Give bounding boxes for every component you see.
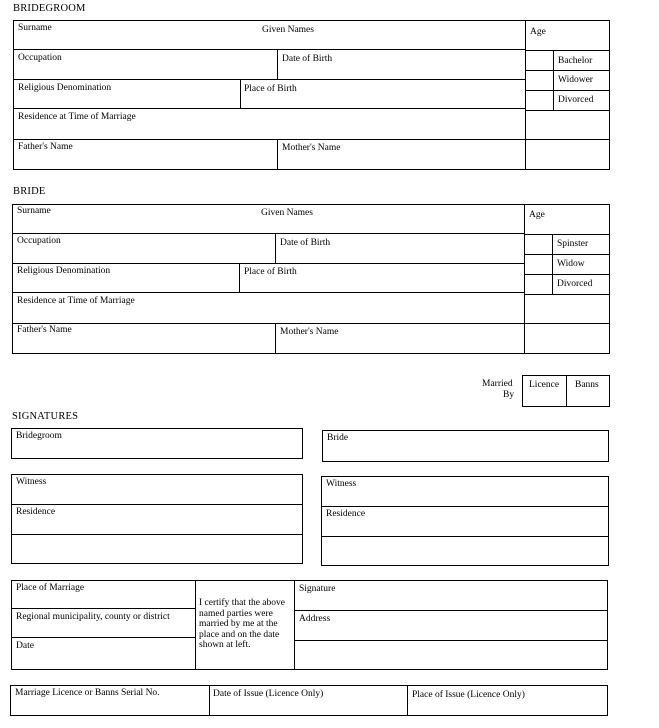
bride-surname-label: Surname: [17, 206, 51, 216]
bride-signature-label: Bride: [327, 433, 349, 443]
date-of-issue-field[interactable]: [210, 701, 406, 715]
bridegroom-religion-field[interactable]: [14, 94, 239, 107]
married-by-label-line2: By: [503, 390, 515, 400]
officiant-address-field[interactable]: [295, 626, 607, 669]
place-of-issue-label: Place of Issue (Licence Only): [412, 690, 525, 700]
bride-religion-label: Religious Denomination: [17, 266, 111, 276]
residence-right-field[interactable]: [322, 521, 608, 565]
bride-status-divorced: Divorced: [557, 279, 593, 289]
licence-label: Licence: [529, 380, 560, 390]
bride-date-of-birth-field[interactable]: [276, 248, 523, 262]
bride-fathers-name-field[interactable]: [13, 337, 274, 353]
place-of-marriage-label: Place of Marriage: [16, 583, 85, 593]
bridegroom-date-of-birth-label: Date of Birth: [282, 54, 333, 64]
bridegroom-place-of-birth-field[interactable]: [241, 94, 524, 107]
regional-municipality-label: Regional municipality, county or district: [16, 612, 170, 622]
witness-left-label: Witness: [16, 477, 47, 487]
bride-residence-field[interactable]: [13, 307, 523, 322]
bridegroom-name-field[interactable]: [14, 34, 524, 48]
bride-occupation-label: Occupation: [17, 236, 61, 246]
bride-status-spinster: Spinster: [557, 239, 589, 249]
bridegroom-religion-label: Religious Denomination: [18, 83, 112, 93]
bridegroom-age-label: Age: [530, 27, 546, 37]
witness-right-field[interactable]: [322, 491, 608, 505]
bride-age-label: Age: [529, 210, 545, 220]
residence-right-label: Residence: [326, 509, 366, 519]
bride-residence-label: Residence at Time of Marriage: [17, 296, 135, 306]
bridegroom-signature-field[interactable]: [12, 443, 302, 458]
bridegroom-date-of-birth-field[interactable]: [278, 64, 524, 78]
residence-left-label: Residence: [16, 507, 56, 517]
serial-number-field[interactable]: [11, 701, 208, 715]
bridegroom-given-names-label: Given Names: [262, 25, 314, 35]
bridegroom-residence-label: Residence at Time of Marriage: [18, 112, 136, 122]
bride-mothers-name-label: Mother's Name: [280, 327, 339, 337]
bride-heading: BRIDE: [13, 186, 46, 197]
bride-fathers-name-label: Father's Name: [17, 325, 72, 335]
bride-given-names-label: Given Names: [261, 208, 313, 218]
bridegroom-residence-field[interactable]: [14, 123, 524, 138]
bridegroom-age-field[interactable]: [526, 38, 609, 49]
bridegroom-fathers-name-label: Father's Name: [18, 142, 73, 152]
bridegroom-place-of-birth-label: Place of Birth: [244, 84, 297, 94]
bride-place-of-birth-label: Place of Birth: [244, 267, 297, 277]
bridegroom-occupation-field[interactable]: [14, 64, 276, 78]
banns-checkbox[interactable]: [567, 392, 609, 406]
married-by-label-line1: Married: [482, 379, 513, 389]
bridegroom-heading: BRIDEGROOM: [13, 3, 86, 14]
date-of-issue-label: Date of Issue (Licence Only): [213, 689, 324, 699]
bride-age-field[interactable]: [525, 222, 609, 233]
place-of-marriage-field[interactable]: [12, 595, 194, 607]
bridegroom-status-bachelor: Bachelor: [558, 56, 593, 66]
bride-occupation-field[interactable]: [13, 248, 274, 262]
regional-municipality-field[interactable]: [12, 624, 194, 636]
bride-signature-field[interactable]: [323, 445, 608, 461]
licence-checkbox[interactable]: [523, 392, 565, 406]
bridegroom-surname-label: Surname: [18, 23, 52, 33]
officiant-signature-field[interactable]: [295, 596, 607, 609]
bridegroom-signature-label: Bridegroom: [16, 431, 62, 441]
bride-place-of-birth-field[interactable]: [240, 278, 523, 291]
serial-number-label: Marriage Licence or Banns Serial No.: [15, 688, 160, 698]
officiant-address-label: Address: [299, 614, 331, 624]
certify-statement: I certify that the above named parties were married by me at the place and on the date shown at left.: [199, 598, 285, 650]
bridegroom-mothers-name-field[interactable]: [278, 153, 524, 169]
marriage-date-label: Date: [16, 641, 34, 651]
residence-left-field[interactable]: [12, 519, 302, 563]
bride-religion-field[interactable]: [13, 278, 238, 291]
place-of-issue-field[interactable]: [408, 701, 607, 715]
bride-status-widow: Widow: [557, 259, 585, 269]
bride-divorced-checkbox[interactable]: [525, 275, 551, 293]
marriage-date-field[interactable]: [12, 653, 194, 669]
bride-name-field[interactable]: [13, 218, 523, 232]
bridegroom-occupation-label: Occupation: [18, 53, 62, 63]
witness-left-field[interactable]: [12, 489, 302, 503]
bridegroom-widower-checkbox[interactable]: [526, 71, 552, 89]
officiant-signature-label: Signature: [299, 584, 336, 594]
signatures-heading: SIGNATURES: [12, 411, 79, 422]
bride-spinster-checkbox[interactable]: [525, 235, 551, 253]
bridegroom-divorced-checkbox[interactable]: [526, 91, 552, 109]
witness-right-label: Witness: [326, 479, 357, 489]
bridegroom-bachelor-checkbox[interactable]: [526, 51, 552, 69]
bride-date-of-birth-label: Date of Birth: [280, 238, 331, 248]
bride-widow-checkbox[interactable]: [525, 255, 551, 273]
bridegroom-fathers-name-field[interactable]: [14, 153, 276, 169]
bridegroom-status-widower: Widower: [558, 75, 593, 85]
bride-mothers-name-field[interactable]: [276, 337, 523, 353]
bridegroom-status-divorced: Divorced: [558, 95, 594, 105]
bridegroom-mothers-name-label: Mother's Name: [282, 143, 341, 153]
banns-label: Banns: [575, 380, 599, 390]
